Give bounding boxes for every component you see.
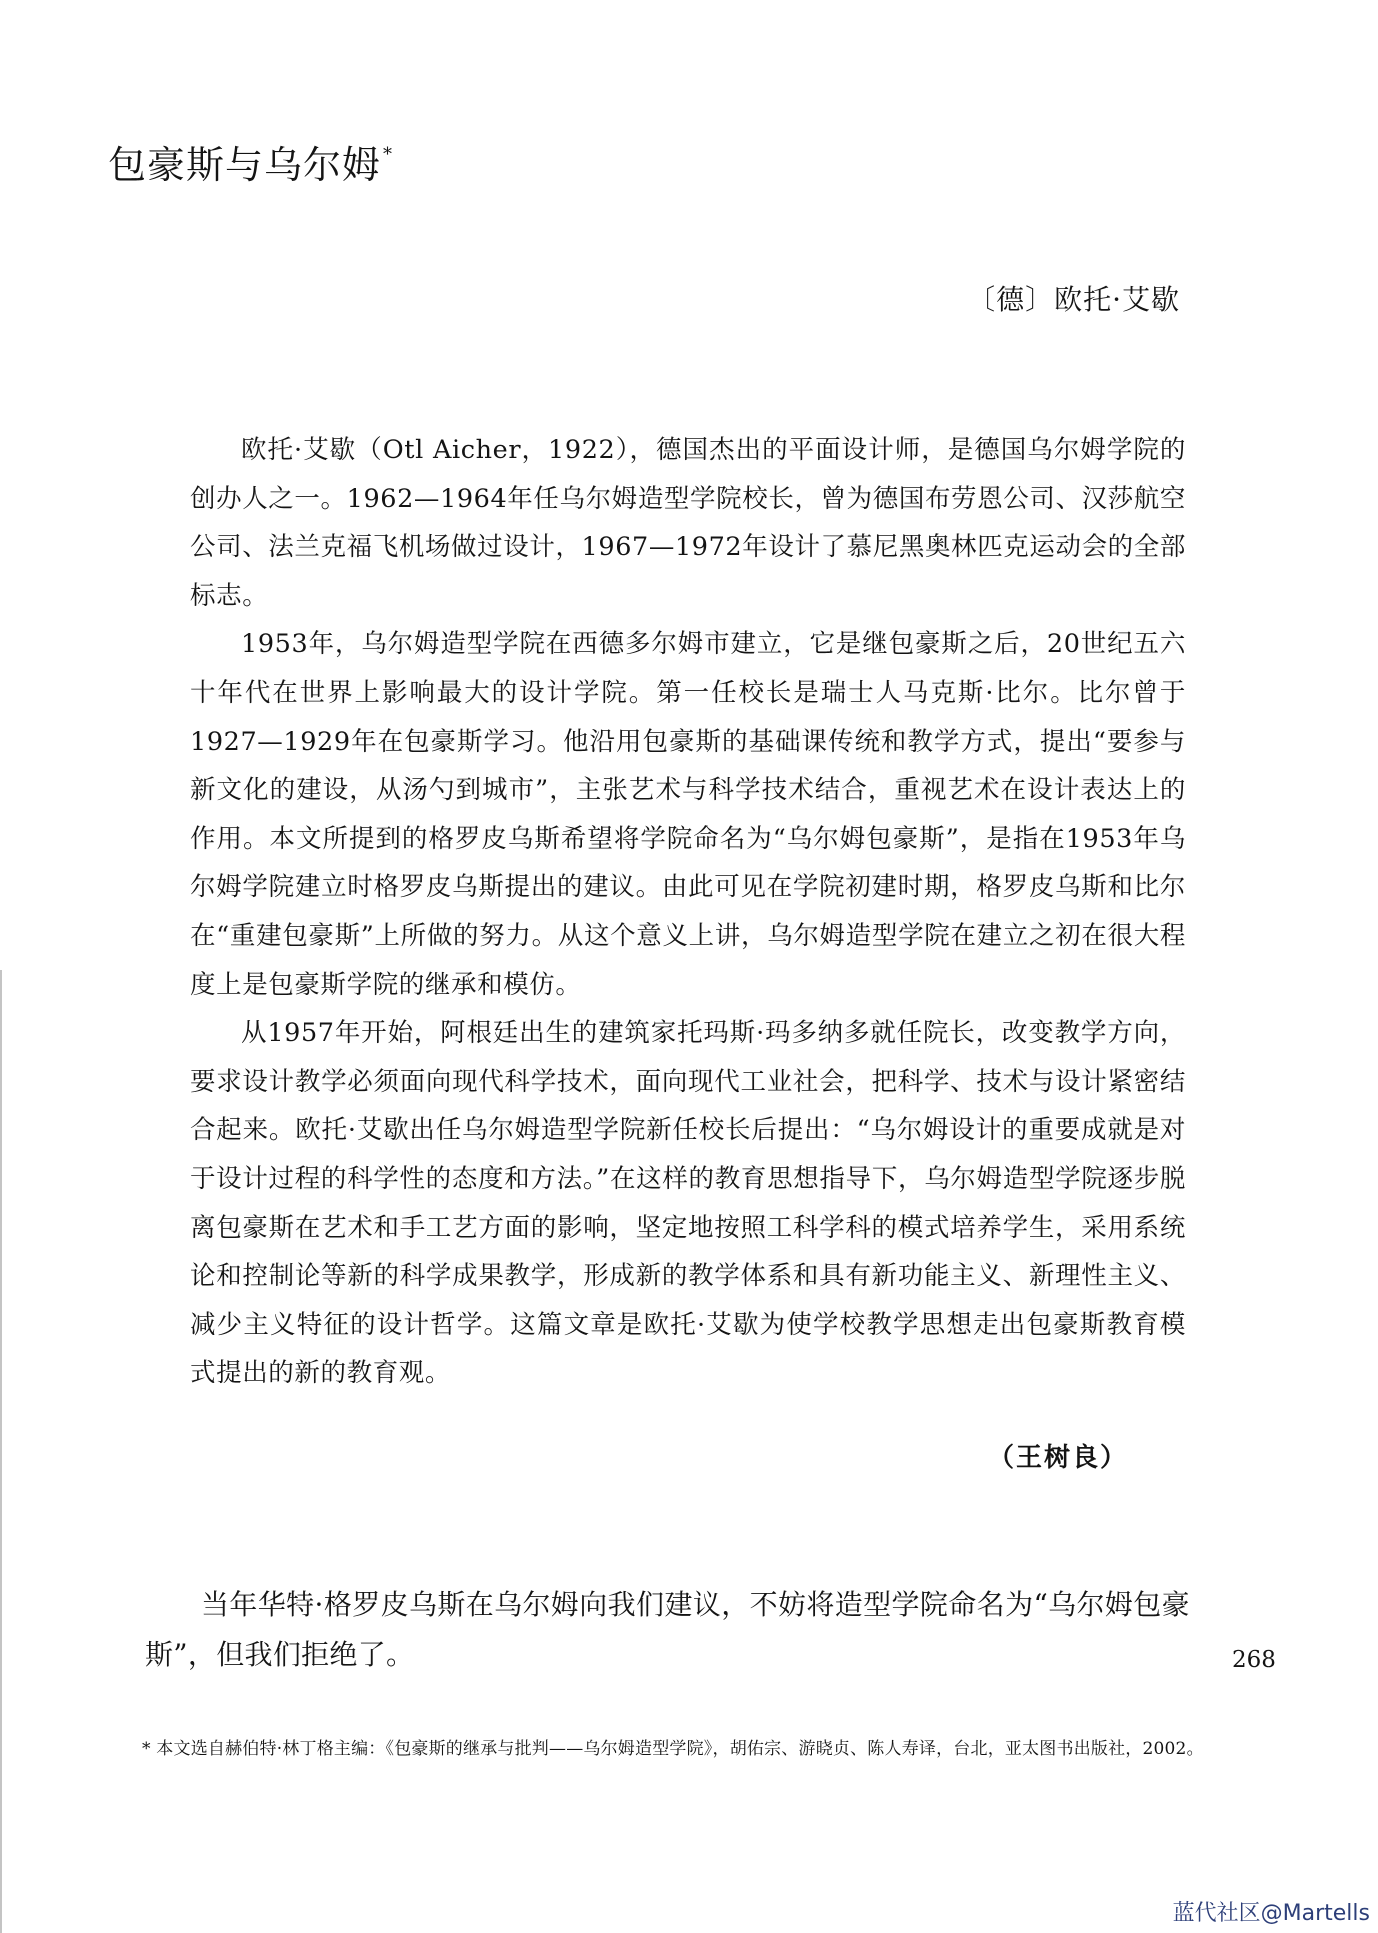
editor-introduction	[190, 426, 1186, 1398]
page-title	[108, 128, 393, 192]
article-body	[145, 1580, 1190, 1680]
intro-paragraph-2: 1953年，乌尔姆造型学院在西德多尔姆市建立，它是继包豪斯之后，20世纪五六十年代在世界上影响最大的设计学院。第一任校长是瑞士人马克斯·比尔。比尔曾于1927—1929年在包豪斯学习。他沿用包豪斯的基础课传统和教学方式，提出“要参与新文化的建设，从汤勺到城市”，主张艺术与科学技术结合，重视艺术在设计表达上的作用。本文所提到的格罗皮乌斯希望将学院命名为“乌尔姆包豪斯”，是指在1953年乌尔姆学院建立时格罗皮乌斯提出的建议。由此可见在学院初建时期，格罗皮乌斯和比尔在“重建包豪斯”上所做的努力。从这个意义上讲，乌尔姆造型学院在建立之初在很大程度上是包豪斯学院的继承和模仿。	[190, 629, 1186, 1000]
intro-signature: （王树良）	[987, 1443, 1128, 1473]
intro-paragraph-3: 从1957年开始，阿根廷出生的建筑家托玛斯·玛多纳多就任院长，改变教学方向，要求设计教学必须面向现代科学技术，面向现代工业社会，把科学、技术与设计紧密结合起来。欧托·艾歇出任乌尔姆造型学院新任校长后提出：“乌尔姆设计的重要成就是对于设计过程的科学性的态度和方法。”在这样的教育思想指导下，乌尔姆造型学院逐步脱离包豪斯在艺术和手工艺方面的影响，坚定地按照工科学科的模式培养学生，采用系统论和控制论等新的科学成果教学，形成新的教学体系和具有新功能主义、新理性主义、减少主义特征的设计哲学。这篇文章是欧托·艾歇为使学校教学思想走出包豪斯教育模式提出的新的教育观。	[190, 1018, 1186, 1389]
page-number: 268	[1232, 1647, 1276, 1673]
watermark: 蓝代社区@Martells	[1172, 1901, 1370, 1926]
intro-paragraph-1: 欧托·艾歇（Otl Aicher，1922），德国杰出的平面设计师，是德国乌尔姆学院的创办人之一。1962—1964年任乌尔姆造型学院校长，曾为德国布劳恩公司、汉莎航空公司、法兰克福飞机场做过设计，1967—1972年设计了慕尼黑奥林匹克运动会的全部标志。	[190, 435, 1186, 611]
author-line: 〔德〕欧托·艾歇	[967, 283, 1180, 316]
title-text: 包豪斯与乌尔姆	[108, 143, 382, 187]
footnote: * 本文选自赫伯特·林丁格主编：《包豪斯的继承与批判——乌尔姆造型学院》，胡佑宗、游晓贞、陈人寿译，台北，亚太图书出版社，2002。	[142, 1739, 1204, 1759]
scan-edge-line	[0, 970, 2, 1933]
body-paragraph-1: 当年华特·格罗皮乌斯在乌尔姆向我们建议，不妨将造型学院命名为“乌尔姆包豪斯”，但我们拒绝了。	[145, 1588, 1190, 1671]
title-footnote-mark: *	[383, 144, 394, 165]
